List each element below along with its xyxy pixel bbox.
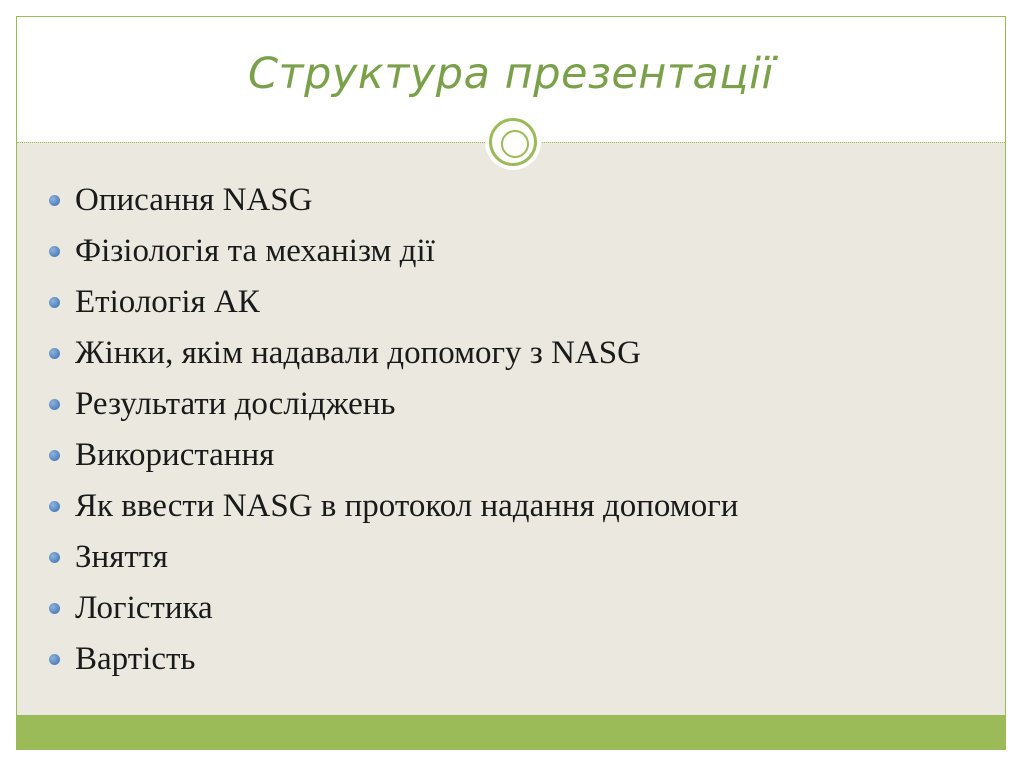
list-item bbox=[47, 583, 977, 634]
list-item-text: Як ввести NASG в протокол надання допомоги bbox=[75, 488, 739, 524]
ornament-inner-ring bbox=[501, 130, 529, 158]
slide-title: Структура презентації bbox=[248, 49, 774, 99]
list-item-text: Результати досліджень bbox=[75, 386, 396, 422]
list-item-text: Описання NASG bbox=[75, 182, 313, 218]
list-item bbox=[47, 634, 977, 685]
bullet-icon bbox=[49, 552, 60, 563]
list-item-text: Логістика bbox=[75, 590, 213, 626]
list-item-text: Етіологія АК bbox=[75, 284, 260, 320]
bullet-icon bbox=[49, 195, 60, 206]
bullet-icon bbox=[49, 603, 60, 614]
list-item bbox=[47, 430, 977, 481]
list-item bbox=[47, 481, 977, 532]
list-item bbox=[47, 328, 977, 379]
list-item-text: Зняття bbox=[75, 539, 168, 575]
footer-accent-bar bbox=[17, 715, 1005, 749]
list-item bbox=[47, 532, 977, 583]
list-item bbox=[47, 277, 977, 328]
ornament-ring bbox=[489, 118, 537, 166]
list-item-text: Використання bbox=[75, 437, 275, 473]
circle-ornament-icon bbox=[485, 114, 541, 170]
bullet-icon bbox=[49, 297, 60, 308]
list-item-text: Вартість bbox=[75, 641, 196, 677]
bullet-icon bbox=[49, 348, 60, 359]
bullet-icon bbox=[49, 450, 60, 461]
slide bbox=[16, 16, 1006, 750]
bullet-icon bbox=[49, 399, 60, 410]
list-item-text: Фізіологія та механізм дії bbox=[75, 233, 435, 269]
list-item bbox=[47, 226, 977, 277]
list-item-text: Жінки, якім надавали допомогу з NASG bbox=[75, 335, 641, 371]
list-item bbox=[47, 379, 977, 430]
list-item bbox=[47, 175, 977, 226]
bullet-list bbox=[47, 175, 977, 685]
bullet-icon bbox=[49, 501, 60, 512]
bullet-icon bbox=[49, 246, 60, 257]
bullet-icon bbox=[49, 654, 60, 665]
